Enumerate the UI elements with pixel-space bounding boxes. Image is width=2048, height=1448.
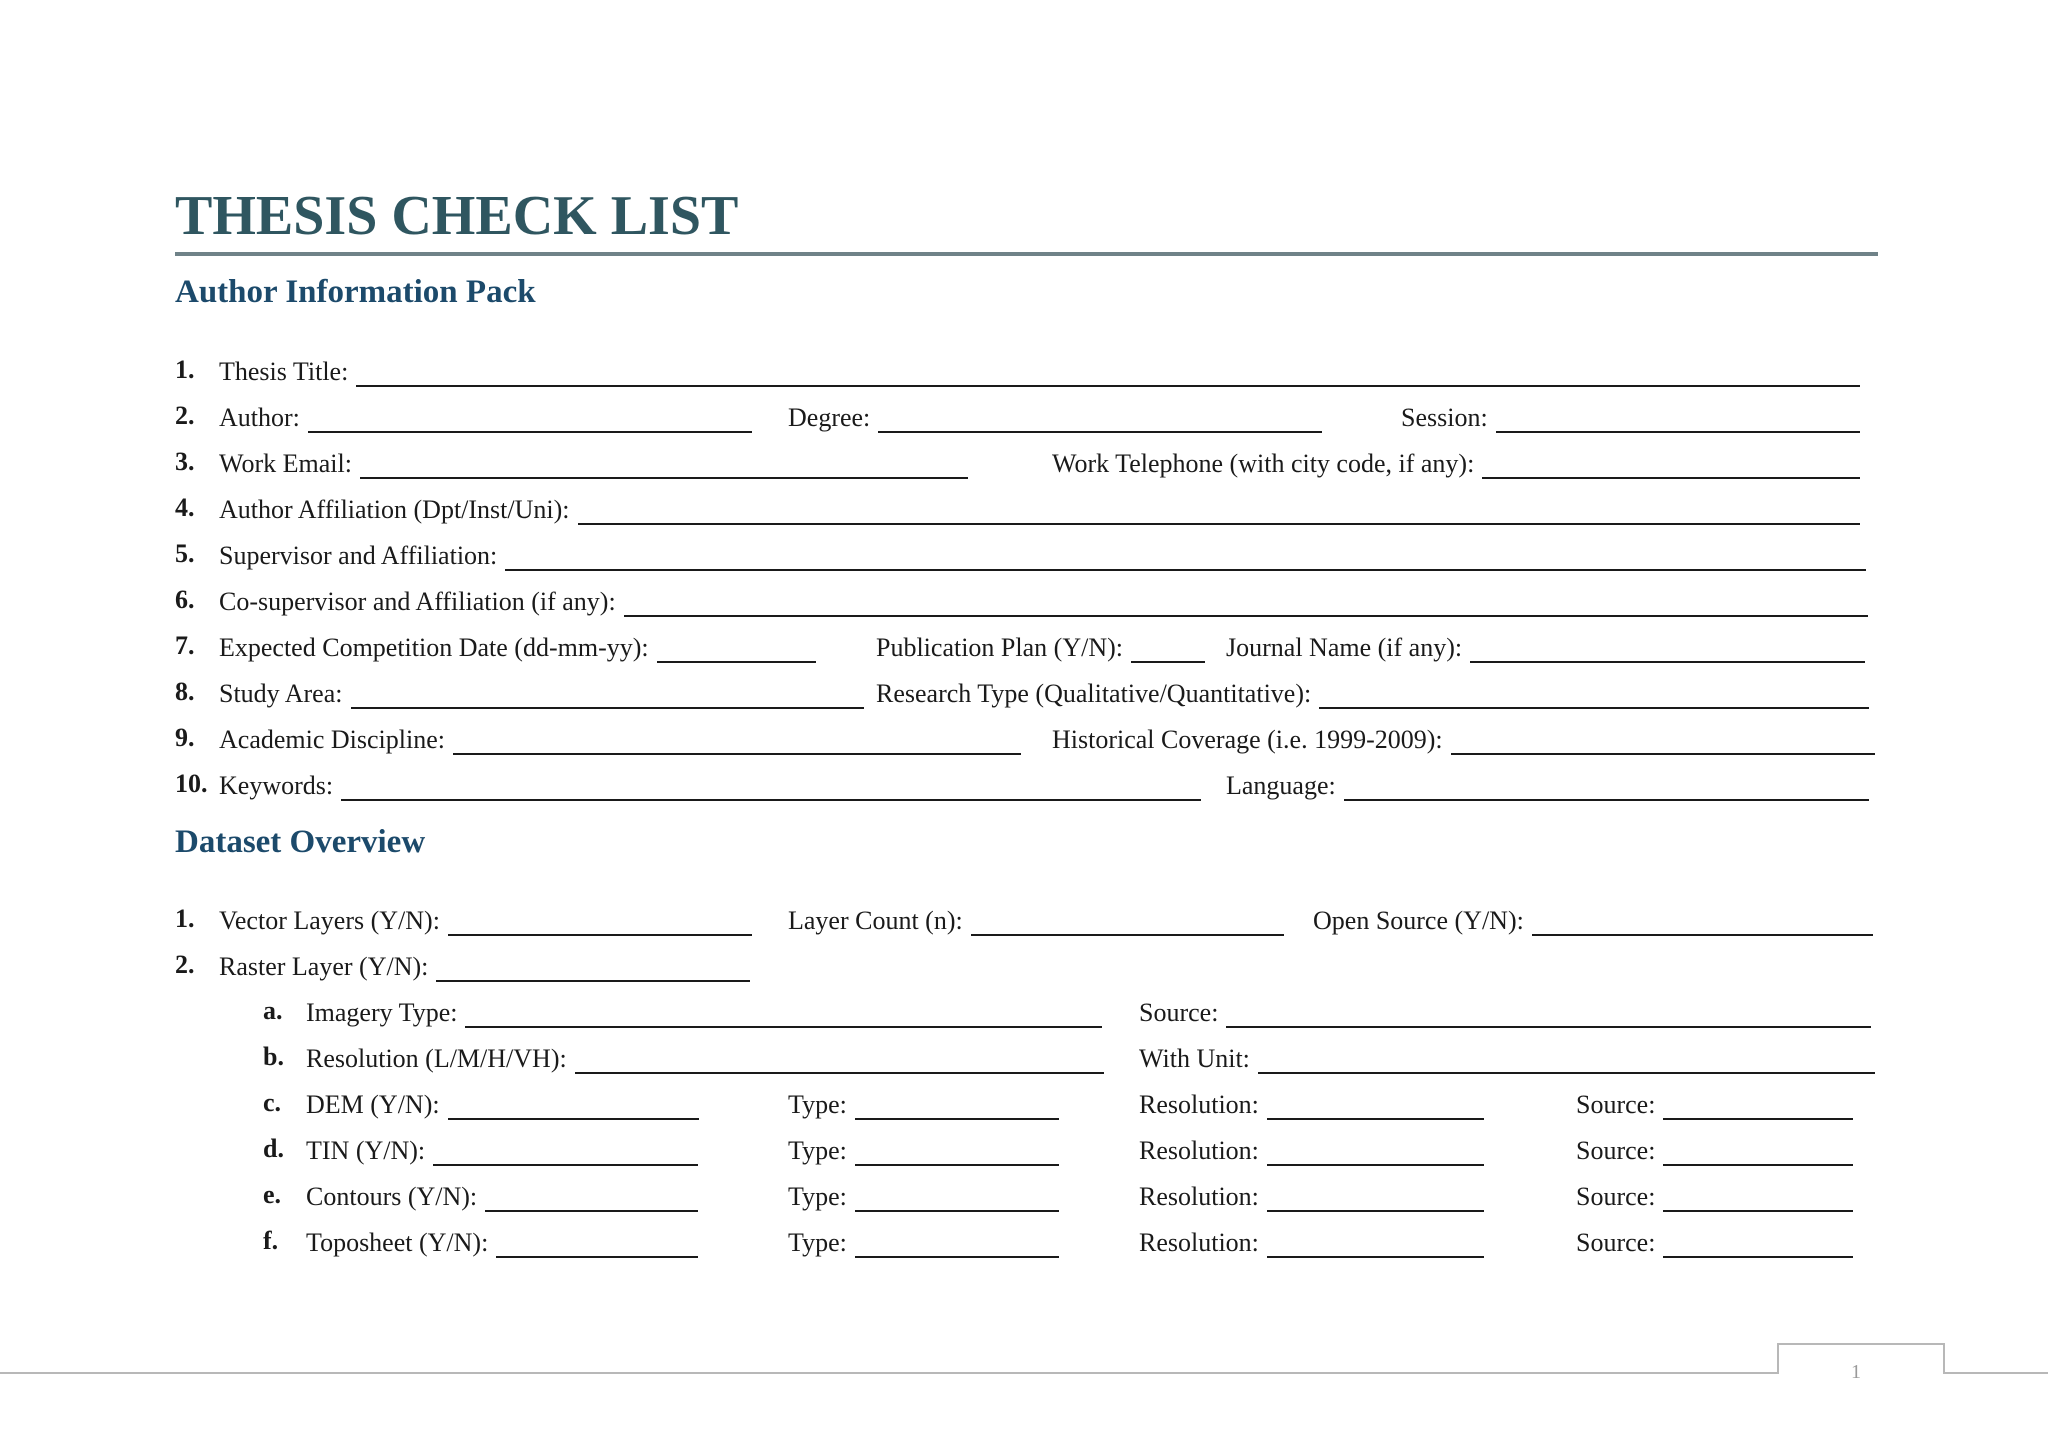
field-label: Author: — [219, 403, 300, 432]
fill-in-line[interactable] — [308, 405, 752, 433]
item-number: 6. — [175, 585, 195, 614]
form-row — [0, 669, 2048, 709]
fill-in-line[interactable] — [855, 1092, 1059, 1120]
field-contours — [306, 1176, 698, 1212]
field-label: Toposheet (Y/N): — [306, 1228, 489, 1257]
fill-in-line[interactable] — [1267, 1092, 1484, 1120]
field-type — [788, 1176, 1059, 1212]
item-number: e. — [263, 1180, 282, 1209]
fill-in-line[interactable] — [453, 727, 1021, 755]
fill-in-line[interactable] — [855, 1184, 1059, 1212]
field-label: Raster Layer (Y/N): — [219, 952, 429, 981]
field-degree — [788, 397, 1322, 433]
item-number: 10. — [175, 769, 208, 798]
fill-in-line[interactable] — [1131, 635, 1205, 663]
field-label: Language: — [1226, 771, 1336, 800]
fill-in-line[interactable] — [1496, 405, 1860, 433]
field-resolution — [306, 1038, 1104, 1074]
field-label: TIN (Y/N): — [306, 1136, 426, 1165]
footer-rule — [0, 1372, 1778, 1374]
fill-in-line[interactable] — [1663, 1092, 1853, 1120]
field-label: Journal Name (if any): — [1226, 633, 1463, 662]
item-number: b. — [263, 1042, 284, 1071]
field-label: Supervisor and Affiliation: — [219, 541, 498, 570]
form-row — [0, 485, 2048, 525]
field-label: Type: — [788, 1090, 847, 1119]
field-open-source — [1313, 900, 1873, 936]
fill-in-line[interactable] — [657, 635, 816, 663]
field-label: Resolution (L/M/H/VH): — [306, 1044, 567, 1073]
item-number: 7. — [175, 631, 195, 660]
fill-in-line[interactable] — [485, 1184, 698, 1212]
item-number: 1. — [175, 904, 195, 933]
field-layer-count — [788, 900, 1284, 936]
field-source — [1576, 1084, 1853, 1120]
item-number: c. — [263, 1088, 282, 1117]
field-dem — [306, 1084, 699, 1120]
field-label: Expected Competition Date (dd-mm-yy): — [219, 633, 649, 662]
fill-in-line[interactable] — [624, 589, 1868, 617]
field-label: Session: — [1401, 403, 1488, 432]
fill-in-line[interactable] — [1532, 908, 1873, 936]
fill-in-line[interactable] — [1663, 1184, 1853, 1212]
field-journal-name — [1226, 627, 1865, 663]
field-label: Source: — [1139, 998, 1219, 1027]
field-label: Type: — [788, 1182, 847, 1211]
fill-in-line[interactable] — [505, 543, 1866, 571]
field-label: Co-supervisor and Affiliation (if any): — [219, 587, 616, 616]
form-row — [0, 896, 2048, 936]
field-label: Historical Coverage (i.e. 1999-2009): — [1052, 725, 1443, 754]
form-row — [0, 1218, 2048, 1258]
field-label: Publication Plan (Y/N): — [876, 633, 1123, 662]
field-label: Resolution: — [1139, 1136, 1259, 1165]
fill-in-line[interactable] — [1451, 727, 1875, 755]
field-label: Resolution: — [1139, 1182, 1259, 1211]
field-imagery-type — [306, 992, 1102, 1028]
field-label: Academic Discipline: — [219, 725, 445, 754]
field-type — [788, 1130, 1059, 1166]
item-number: f. — [263, 1226, 279, 1255]
form-row — [0, 761, 2048, 801]
field-label: Resolution: — [1139, 1090, 1259, 1119]
field-co-supervisor-and-affiliation — [219, 581, 1868, 617]
field-label: Work Email: — [219, 449, 352, 478]
field-keywords — [219, 765, 1201, 801]
field-label: Source: — [1576, 1228, 1656, 1257]
field-label: Open Source (Y/N): — [1313, 906, 1524, 935]
field-raster-layer — [219, 946, 750, 982]
item-number: 3. — [175, 447, 195, 476]
fill-in-line[interactable] — [448, 908, 752, 936]
item-number: 1. — [175, 355, 195, 384]
fill-in-line[interactable] — [1226, 1000, 1871, 1028]
field-label: Type: — [788, 1136, 847, 1165]
title-divider — [175, 252, 1878, 256]
field-label: Degree: — [788, 403, 871, 432]
fill-in-line[interactable] — [448, 1092, 699, 1120]
fill-in-line[interactable] — [855, 1138, 1059, 1166]
fill-in-line[interactable] — [351, 681, 865, 709]
form-row — [0, 623, 2048, 663]
field-work-telephone — [1052, 443, 1860, 479]
fill-in-line[interactable] — [356, 359, 1860, 387]
fill-in-line[interactable] — [878, 405, 1322, 433]
field-label: DEM (Y/N): — [306, 1090, 440, 1119]
page-number: 1 — [1851, 1361, 1861, 1383]
fill-in-line[interactable] — [433, 1138, 698, 1166]
fill-in-line[interactable] — [578, 497, 1861, 525]
section-author-information: Author Information Pack — [175, 274, 536, 310]
fill-in-line[interactable] — [855, 1230, 1059, 1258]
footer-rule — [1943, 1372, 2048, 1374]
field-label: Resolution: — [1139, 1228, 1259, 1257]
field-label: Source: — [1576, 1090, 1656, 1119]
field-type — [788, 1222, 1059, 1258]
fill-in-line[interactable] — [1267, 1184, 1484, 1212]
form-row — [0, 942, 2048, 982]
field-academic-discipline — [219, 719, 1021, 755]
page-title: THESIS CHECK LIST — [175, 185, 739, 247]
page-number-tab — [1777, 1343, 1945, 1374]
field-study-area — [219, 673, 864, 709]
field-tin — [306, 1130, 698, 1166]
form-row — [0, 577, 2048, 617]
item-number: 9. — [175, 723, 195, 752]
field-thesis-title — [219, 351, 1860, 387]
form-row — [0, 1034, 2048, 1074]
field-resolution — [1139, 1130, 1484, 1166]
section-dataset-overview: Dataset Overview — [175, 824, 426, 860]
field-resolution — [1139, 1176, 1484, 1212]
field-supervisor-and-affiliation — [219, 535, 1866, 571]
field-type — [788, 1084, 1059, 1120]
fill-in-line[interactable] — [575, 1046, 1104, 1074]
fill-in-line[interactable] — [1663, 1138, 1853, 1166]
form-row — [0, 347, 2048, 387]
form-row — [0, 393, 2048, 433]
fill-in-line[interactable] — [1267, 1138, 1484, 1166]
field-label: Research Type (Qualitative/Quantitative): — [876, 679, 1312, 708]
field-research-type — [876, 673, 1869, 709]
field-session — [1401, 397, 1860, 433]
field-label: Imagery Type: — [306, 998, 458, 1027]
field-historical-coverage — [1052, 719, 1875, 755]
fill-in-line[interactable] — [1663, 1230, 1853, 1258]
form-row — [0, 439, 2048, 479]
item-number: 5. — [175, 539, 195, 568]
fill-in-line[interactable] — [436, 954, 750, 982]
field-work-email — [219, 443, 968, 479]
field-author-affiliation — [219, 489, 1860, 525]
field-source — [1576, 1176, 1853, 1212]
field-label: Source: — [1576, 1136, 1656, 1165]
field-label: Type: — [788, 1228, 847, 1257]
field-label: With Unit: — [1139, 1044, 1250, 1073]
item-number: 2. — [175, 401, 195, 430]
field-vector-layers — [219, 900, 752, 936]
field-source — [1139, 992, 1871, 1028]
fill-in-line[interactable] — [971, 908, 1284, 936]
field-label: Layer Count (n): — [788, 906, 963, 935]
field-label: Thesis Title: — [219, 357, 349, 386]
form-row — [0, 1172, 2048, 1212]
field-toposheet — [306, 1222, 698, 1258]
field-expected-competition-date — [219, 627, 816, 663]
field-label: Study Area: — [219, 679, 343, 708]
form-row — [0, 531, 2048, 571]
fill-in-line[interactable] — [1258, 1046, 1875, 1074]
fill-in-line[interactable] — [1470, 635, 1865, 663]
item-number: d. — [263, 1134, 284, 1163]
item-number: a. — [263, 996, 283, 1025]
field-publication-plan — [876, 627, 1205, 663]
field-label: Source: — [1576, 1182, 1656, 1211]
fill-in-line[interactable] — [1482, 451, 1860, 479]
fill-in-line[interactable] — [1267, 1230, 1484, 1258]
form-row — [0, 1126, 2048, 1166]
field-author — [219, 397, 752, 433]
item-number: 2. — [175, 950, 195, 979]
item-number: 8. — [175, 677, 195, 706]
field-resolution — [1139, 1222, 1484, 1258]
form-row — [0, 1080, 2048, 1120]
field-label: Vector Layers (Y/N): — [219, 906, 440, 935]
fill-in-line[interactable] — [496, 1230, 698, 1258]
form-row — [0, 715, 2048, 755]
field-label: Work Telephone (with city code, if any): — [1052, 449, 1475, 478]
field-label: Author Affiliation (Dpt/Inst/Uni): — [219, 495, 570, 524]
field-with-unit — [1139, 1038, 1875, 1074]
form-row — [0, 988, 2048, 1028]
fill-in-line[interactable] — [465, 1000, 1102, 1028]
field-source — [1576, 1130, 1853, 1166]
fill-in-line[interactable] — [1344, 773, 1869, 801]
field-label: Contours (Y/N): — [306, 1182, 478, 1211]
field-label: Keywords: — [219, 771, 334, 800]
fill-in-line[interactable] — [341, 773, 1201, 801]
fill-in-line[interactable] — [360, 451, 968, 479]
field-resolution — [1139, 1084, 1484, 1120]
field-language — [1226, 765, 1869, 801]
item-number: 4. — [175, 493, 195, 522]
field-source — [1576, 1222, 1853, 1258]
fill-in-line[interactable] — [1319, 681, 1869, 709]
